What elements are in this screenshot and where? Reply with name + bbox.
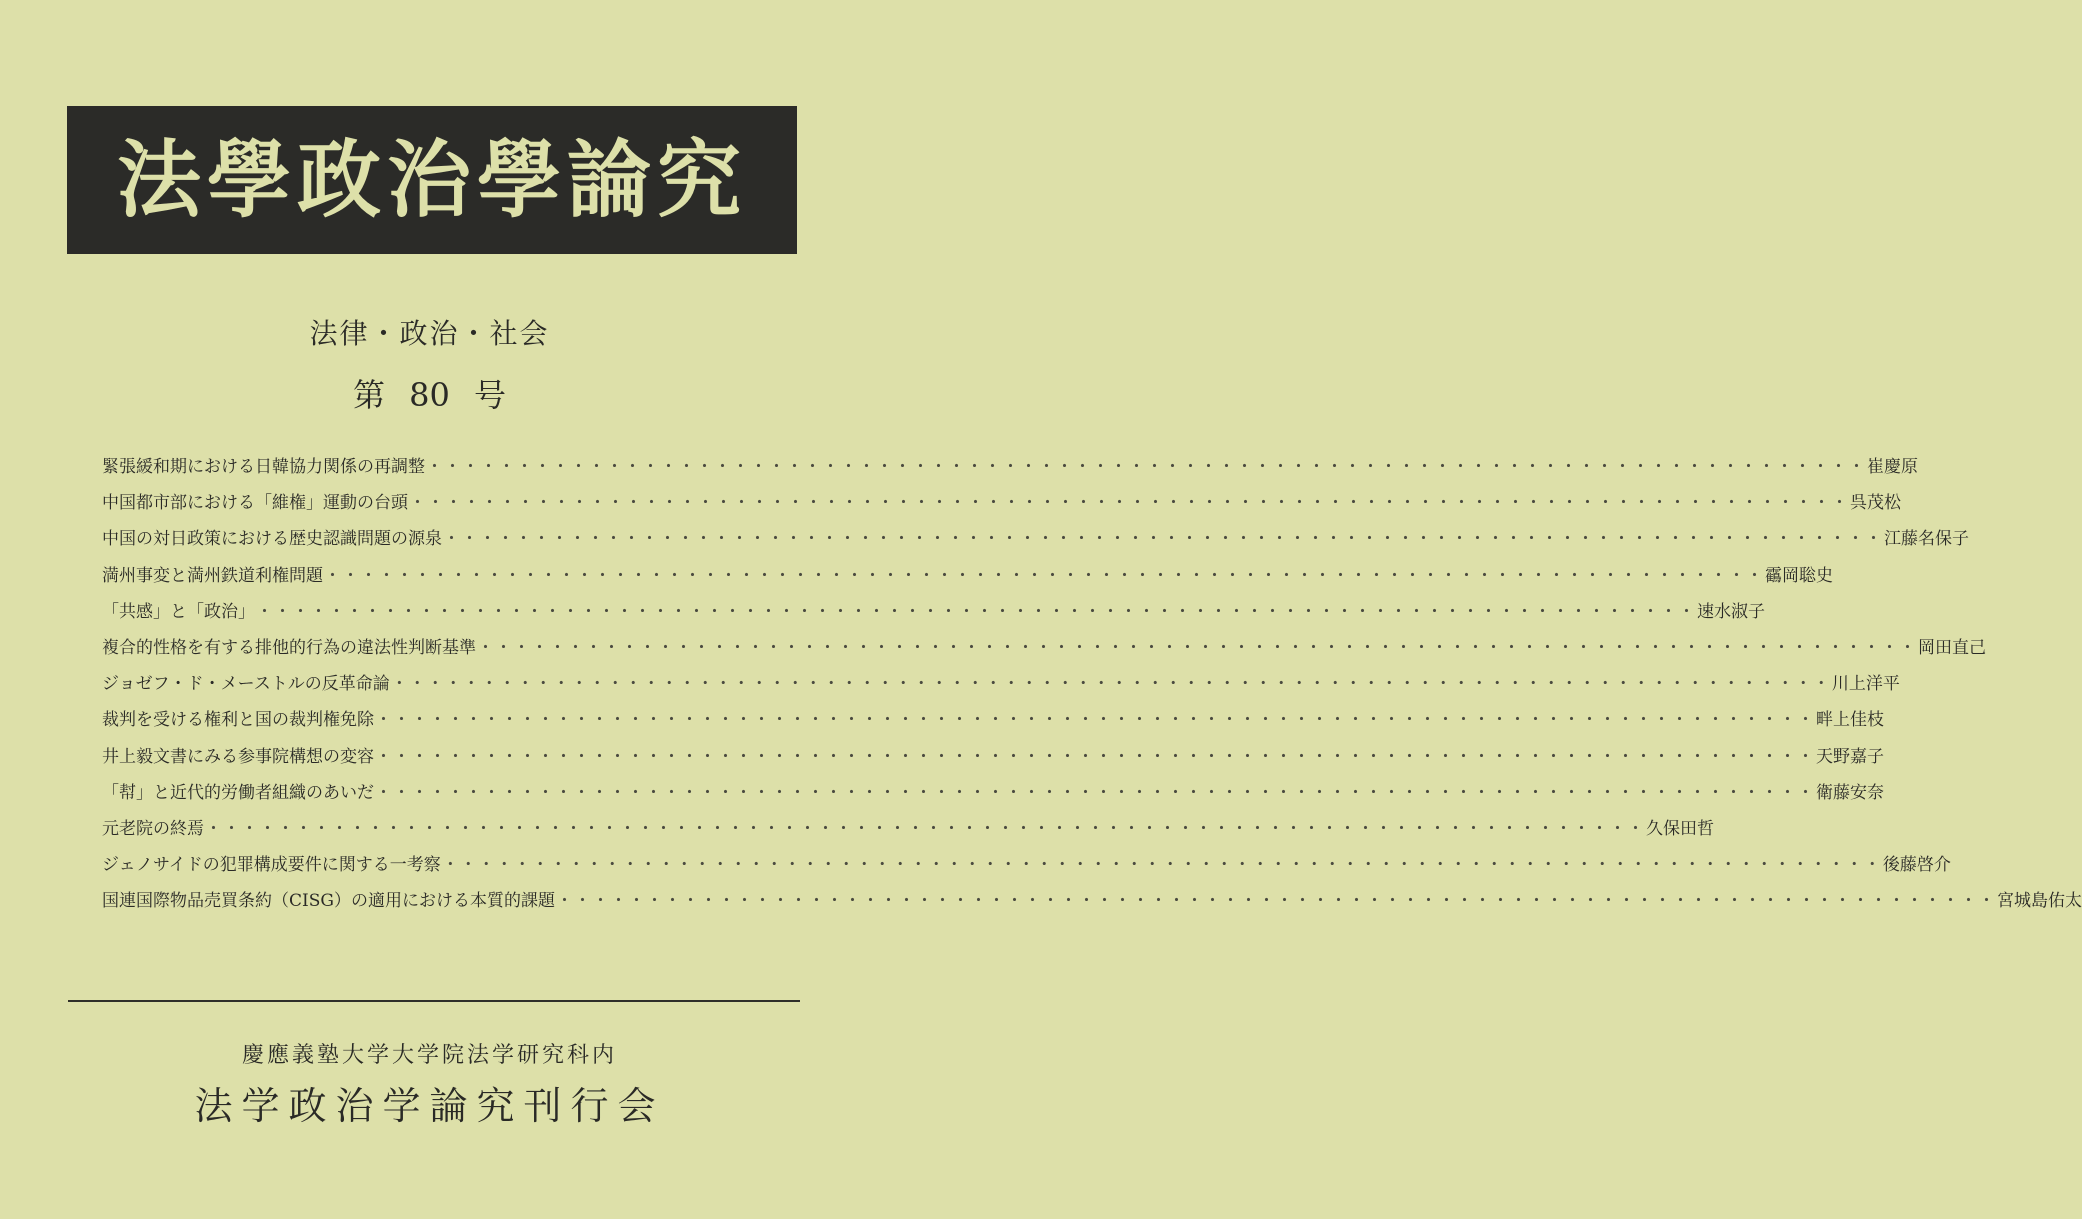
author-name-part: 野 [1833, 746, 1850, 767]
author-name-part: 川 [1831, 674, 1849, 695]
toc-entry [102, 561, 1833, 597]
toc-entry-author [1884, 524, 1969, 549]
toc-entry-author [1646, 814, 1714, 839]
author-name-part: 史 [1816, 565, 1833, 586]
author-name-part: 子 [1748, 601, 1765, 622]
journal-subtitle: 法律・政治・社会 [309, 317, 550, 350]
author-name-part: 呉 [1850, 493, 1867, 514]
toc-entry-author [1697, 597, 1765, 622]
toc-entry-title: ジョゼフ・ド・メーストルの反革命論 [102, 674, 390, 695]
author-name-part: 久保田 [1646, 818, 1697, 839]
toc-entry [102, 850, 1951, 886]
author-name-part: 宮城島 [1996, 891, 2048, 912]
toc-entry-title: ジェノサイドの犯罪構成要件に関する一考察 [102, 855, 441, 876]
author-name-part: 藤 [1899, 855, 1917, 876]
toc-entry [102, 742, 1884, 778]
toc-entry [102, 705, 1884, 741]
author-name-part: 枝 [1867, 710, 1884, 731]
toc-entry-title: 「共感」と「政治」 [102, 601, 255, 622]
toc-entry-title: 元老院の終焉 [102, 818, 204, 839]
author-name-part: 靍 [1765, 565, 1782, 586]
toc-entry [102, 886, 2082, 922]
toc-leader-dots: ・・・・・・・・・・・・・・・・・・・・・・・・・・・・・・・・・・・・・・・・・・・・・・・・・・・・・・・・・・・・・・・・・・・・・・・・・・・・・・・・ [441, 855, 1882, 876]
issue-number: 第 80 号 [352, 376, 507, 414]
author-name-part: 子 [1867, 746, 1884, 767]
toc-leader-dots: ・・・・・・・・・・・・・・・・・・・・・・・・・・・・・・・・・・・・・・・・・・・・・・・・・・・・・・・・・・・・・・・・・・・・・・・・・・・・・・・・ [375, 746, 1815, 767]
author-name-part: 衛 [1816, 782, 1833, 803]
toc-leader-dots: ・・・・・・・・・・・・・・・・・・・・・・・・・・・・・・・・・・・・・・・・・・・・・・・・・・・・・・・・・・・・・・・・・・・・・・・・・・・・・・・・ [324, 565, 1764, 586]
author-name-part: 洋 [1865, 674, 1883, 695]
publisher: 法学政治学論究刊行会 [194, 1084, 665, 1128]
author-name-part: 崔 [1867, 457, 1884, 477]
toc-entry-author [1765, 561, 1833, 586]
author-name-part: 佳 [1850, 710, 1867, 731]
toc-entry-title: 井上毅文書にみる参事院構想の変容 [102, 746, 374, 767]
title-band [67, 106, 797, 254]
author-name-part: 己 [1969, 637, 1986, 658]
author-name-part: 水 [1714, 601, 1731, 622]
toc-entry-title: 中国都市部における「維権」運動の台頭 [102, 493, 408, 514]
toc-leader-dots: ・・・・・・・・・・・・・・・・・・・・・・・・・・・・・・・・・・・・・・・・・・・・・・・・・・・・・・・・・・・・・・・・・・・・・・・・・・・・・・・・ [443, 529, 1883, 550]
author-name-part: 淑 [1731, 601, 1748, 622]
author-name-part: 岡 [1918, 637, 1935, 658]
author-name-part: 上 [1848, 674, 1866, 695]
author-name-part: 太 [2064, 891, 2082, 912]
author-name-part: 直 [1952, 637, 1969, 658]
toc-leader-dots: ・・・・・・・・・・・・・・・・・・・・・・・・・・・・・・・・・・・・・・・・・・・・・・・・・・・・・・・・・・・・・・・・・・・・・・・・・・・・・・・・ [390, 674, 1831, 695]
toc-leader-dots: ・・・・・・・・・・・・・・・・・・・・・・・・・・・・・・・・・・・・・・・・・・・・・・・・・・・・・・・・・・・・・・・・・・・・・・・・・・・・・・・・ [477, 637, 1917, 658]
author-name-part: 藤 [1901, 529, 1918, 550]
author-name-part: 原 [1901, 457, 1918, 477]
toc-entry-title: 中国の対日政策における歴史認識問題の源泉 [102, 529, 442, 550]
toc-leader-dots: ・・・・・・・・・・・・・・・・・・・・・・・・・・・・・・・・・・・・・・・・・・・・・・・・・・・・・・・・・・・・・・・・・・・・・・・・・・・・・・・・ [256, 601, 1696, 622]
author-name-part: 岡 [1782, 565, 1799, 586]
toc-leader-dots: ・・・・・・・・・・・・・・・・・・・・・・・・・・・・・・・・・・・・・・・・・・・・・・・・・・・・・・・・・・・・・・・・・・・・・・・・・・・・・・・・ [409, 493, 1849, 514]
author-name-part: 名保子 [1918, 529, 1969, 550]
toc-entry [102, 669, 1900, 705]
author-name-part: 江 [1884, 529, 1901, 550]
author-name-part: 藤 [1833, 782, 1850, 803]
toc-entry-title: 国連国際物品売買条約（CISG）の適用における本質的課題 [102, 891, 555, 912]
author-name-part: 平 [1882, 674, 1900, 695]
toc-entry-title: 複合的性格を有する排他的行為の違法性判断基準 [102, 637, 476, 658]
affiliation: 慶應義塾大学大学院法学研究科内 [241, 1043, 617, 1068]
author-name-part: 天 [1816, 746, 1833, 767]
toc-entry-author [1850, 488, 1901, 513]
toc-entry-author [1883, 850, 1951, 875]
toc-entry [102, 597, 1765, 633]
toc-leader-dots: ・・・・・・・・・・・・・・・・・・・・・・・・・・・・・・・・・・・・・・・・・・・・・・・・・・・・・・・・・・・・・・・・・・・・・・・・・・・・・・・・ [375, 782, 1815, 803]
toc-leader-dots: ・・・・・・・・・・・・・・・・・・・・・・・・・・・・・・・・・・・・・・・・・・・・・・・・・・・・・・・・・・・・・・・・・・・・・・・・・・・・・・・・ [205, 818, 1645, 839]
toc-entry-author [1816, 778, 1884, 803]
author-name-part: 後 [1882, 855, 1900, 876]
author-name-part: 茂 [1867, 493, 1884, 514]
author-name-part: 慶 [1884, 457, 1901, 477]
toc-entry-author [1867, 452, 1918, 477]
toc-entry [102, 814, 1714, 850]
author-name-part: 嘉 [1850, 746, 1867, 767]
toc-entry [102, 778, 1884, 814]
author-name-part: 哲 [1697, 818, 1714, 839]
toc-entry-title: 「幇」と近代的労働者組織のあいだ [102, 782, 374, 803]
toc-entry-title: 裁判を受ける権利と国の裁判権免除 [102, 710, 374, 731]
toc-leader-dots: ・・・・・・・・・・・・・・・・・・・・・・・・・・・・・・・・・・・・・・・・・・・・・・・・・・・・・・・・・・・・・・・・・・・・・・・・・・・・・・・・ [426, 457, 1866, 477]
toc-entry-author [1918, 633, 1986, 658]
author-name-part: 速 [1697, 601, 1714, 622]
toc-entry-author [1832, 669, 1900, 694]
author-name-part: 啓 [1916, 855, 1934, 876]
toc-leader-dots: ・・・・・・・・・・・・・・・・・・・・・・・・・・・・・・・・・・・・・・・・・・・・・・・・・・・・・・・・・・・・・・・・・・・・・・・・・・・・・・・・ [555, 891, 1996, 912]
author-name-part: 介 [1933, 855, 1951, 876]
toc-entry-author [1997, 886, 2082, 911]
author-name-part: 聡 [1799, 565, 1816, 586]
toc-entry [102, 633, 1986, 669]
author-name-part: 田 [1935, 637, 1952, 658]
toc-entry [102, 452, 1918, 488]
toc-entry-title: 満州事変と満州鉄道利権問題 [102, 565, 323, 586]
author-name-part: 松 [1884, 493, 1901, 514]
author-name-part: 安 [1850, 782, 1867, 803]
author-name-part: 畔 [1816, 710, 1833, 731]
toc-entry-author [1816, 742, 1884, 767]
author-name-part: 佑 [2047, 891, 2065, 912]
table-of-contents [102, 452, 2082, 922]
toc-entry-author [1816, 705, 1884, 730]
toc-leader-dots: ・・・・・・・・・・・・・・・・・・・・・・・・・・・・・・・・・・・・・・・・・・・・・・・・・・・・・・・・・・・・・・・・・・・・・・・・・・・・・・・・ [375, 710, 1815, 731]
journal-title: 法學政治學論究 [116, 130, 747, 229]
author-name-part: 上 [1833, 710, 1850, 731]
divider [68, 1000, 800, 1002]
toc-entry [102, 524, 1969, 560]
author-name-part: 奈 [1867, 782, 1884, 803]
toc-entry [102, 488, 1901, 524]
toc-entry-title: 緊張緩和期における日韓協力関係の再調整 [102, 457, 425, 477]
